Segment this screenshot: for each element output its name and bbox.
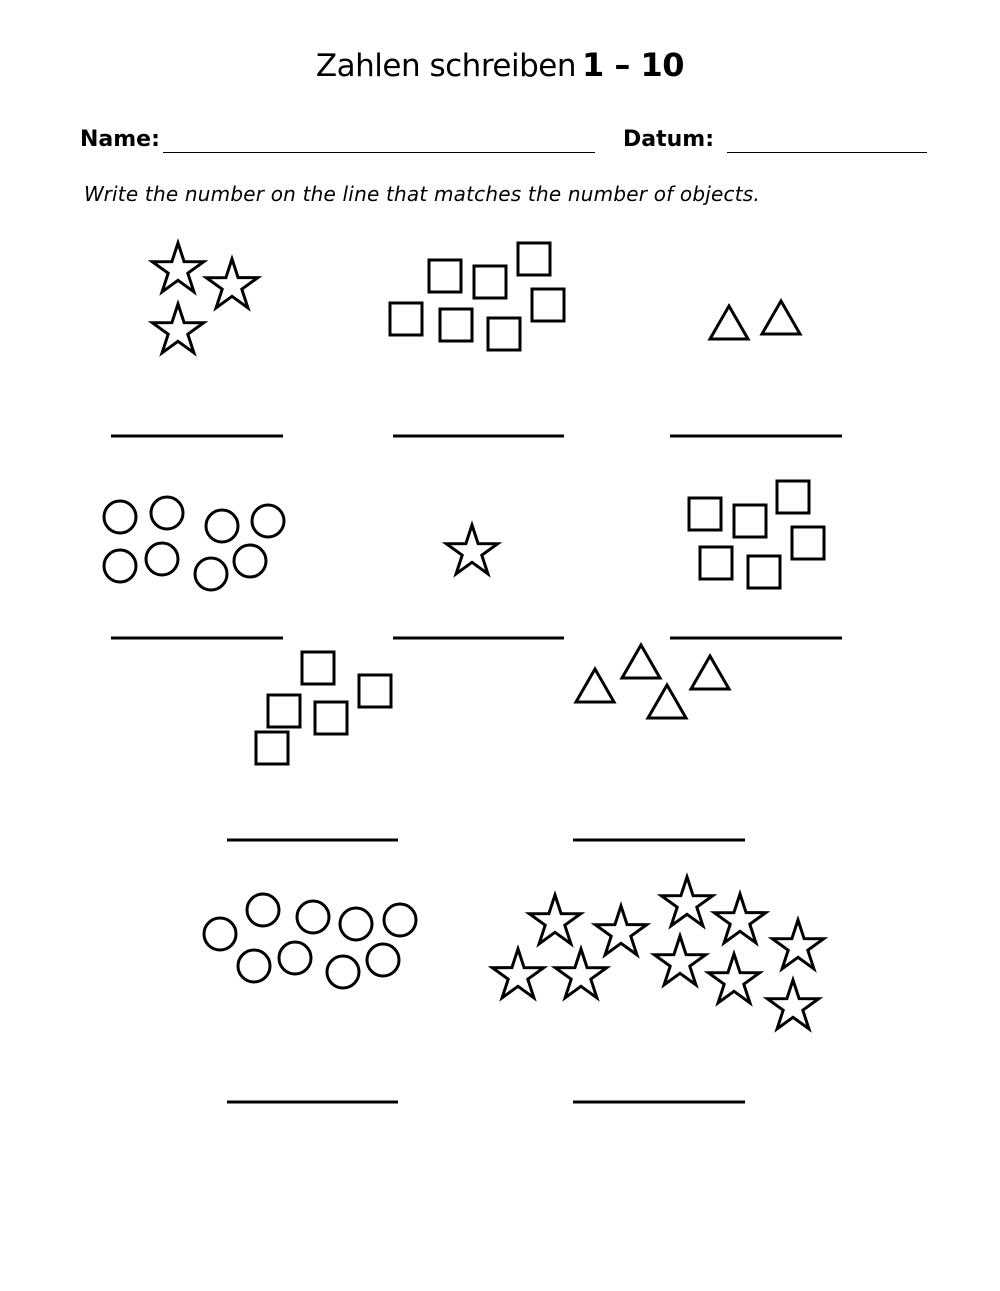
star-shape — [152, 304, 203, 353]
triangle-shape — [622, 645, 660, 678]
circle-shape — [238, 950, 270, 982]
star-shape — [708, 954, 759, 1003]
exercise-3-triangles — [710, 301, 800, 339]
circle-shape — [297, 901, 329, 933]
star-shape — [595, 906, 646, 955]
circle-shape — [327, 956, 359, 988]
square-shape — [734, 505, 766, 537]
star-shape — [206, 259, 257, 308]
square-shape — [518, 243, 550, 275]
circle-shape — [384, 904, 416, 936]
exercise-10-stars — [492, 877, 823, 1029]
exercise-8-triangles — [576, 645, 729, 718]
name-label: Name: — [80, 127, 160, 152]
star-shape — [446, 525, 497, 574]
square-shape — [748, 556, 780, 588]
triangle-shape — [762, 301, 800, 334]
circle-shape — [367, 944, 399, 976]
square-shape — [429, 260, 461, 292]
star-shape — [555, 949, 606, 998]
circle-shape — [234, 545, 266, 577]
circle-shape — [104, 550, 136, 582]
square-shape — [256, 732, 288, 764]
square-shape — [792, 527, 824, 559]
title-range: 1 – 10 — [581, 46, 685, 84]
exercise-1-stars — [152, 243, 257, 353]
square-shape — [777, 481, 809, 513]
square-shape — [689, 498, 721, 530]
square-shape — [474, 266, 506, 298]
star-shape — [772, 920, 823, 969]
circle-shape — [195, 558, 227, 590]
title-text: Zahlen schreiben — [315, 48, 576, 84]
circle-shape — [104, 501, 136, 533]
square-shape — [302, 652, 334, 684]
star-shape — [714, 894, 765, 943]
square-shape — [390, 303, 422, 335]
circle-shape — [146, 543, 178, 575]
circle-shape — [279, 942, 311, 974]
exercise-7-squares — [256, 652, 391, 764]
square-shape — [359, 675, 391, 707]
square-shape — [315, 702, 347, 734]
exercise-4-circles — [104, 497, 284, 590]
exercise-5-stars — [446, 525, 497, 574]
date-label: Datum: — [623, 127, 715, 152]
exercise-2-squares — [390, 243, 564, 350]
circle-shape — [252, 505, 284, 537]
triangle-shape — [648, 685, 686, 718]
square-shape — [488, 318, 520, 350]
star-shape — [767, 980, 818, 1029]
circle-shape — [247, 894, 279, 926]
triangle-shape — [691, 656, 729, 689]
square-shape — [268, 695, 300, 727]
star-shape — [529, 895, 580, 944]
triangle-shape — [576, 669, 614, 702]
square-shape — [700, 547, 732, 579]
star-shape — [654, 936, 705, 985]
triangle-shape — [710, 306, 748, 339]
star-shape — [492, 949, 543, 998]
star-shape — [152, 243, 203, 292]
instructions-text: Write the number on the line that matches the number of objects. — [84, 182, 760, 206]
square-shape — [440, 309, 472, 341]
exercise-6-squares — [689, 481, 824, 588]
square-shape — [532, 289, 564, 321]
circle-shape — [340, 908, 372, 940]
circle-shape — [204, 918, 236, 950]
star-shape — [661, 877, 712, 926]
exercise-9-circles — [204, 894, 416, 988]
circle-shape — [206, 510, 238, 542]
circle-shape — [151, 497, 183, 529]
